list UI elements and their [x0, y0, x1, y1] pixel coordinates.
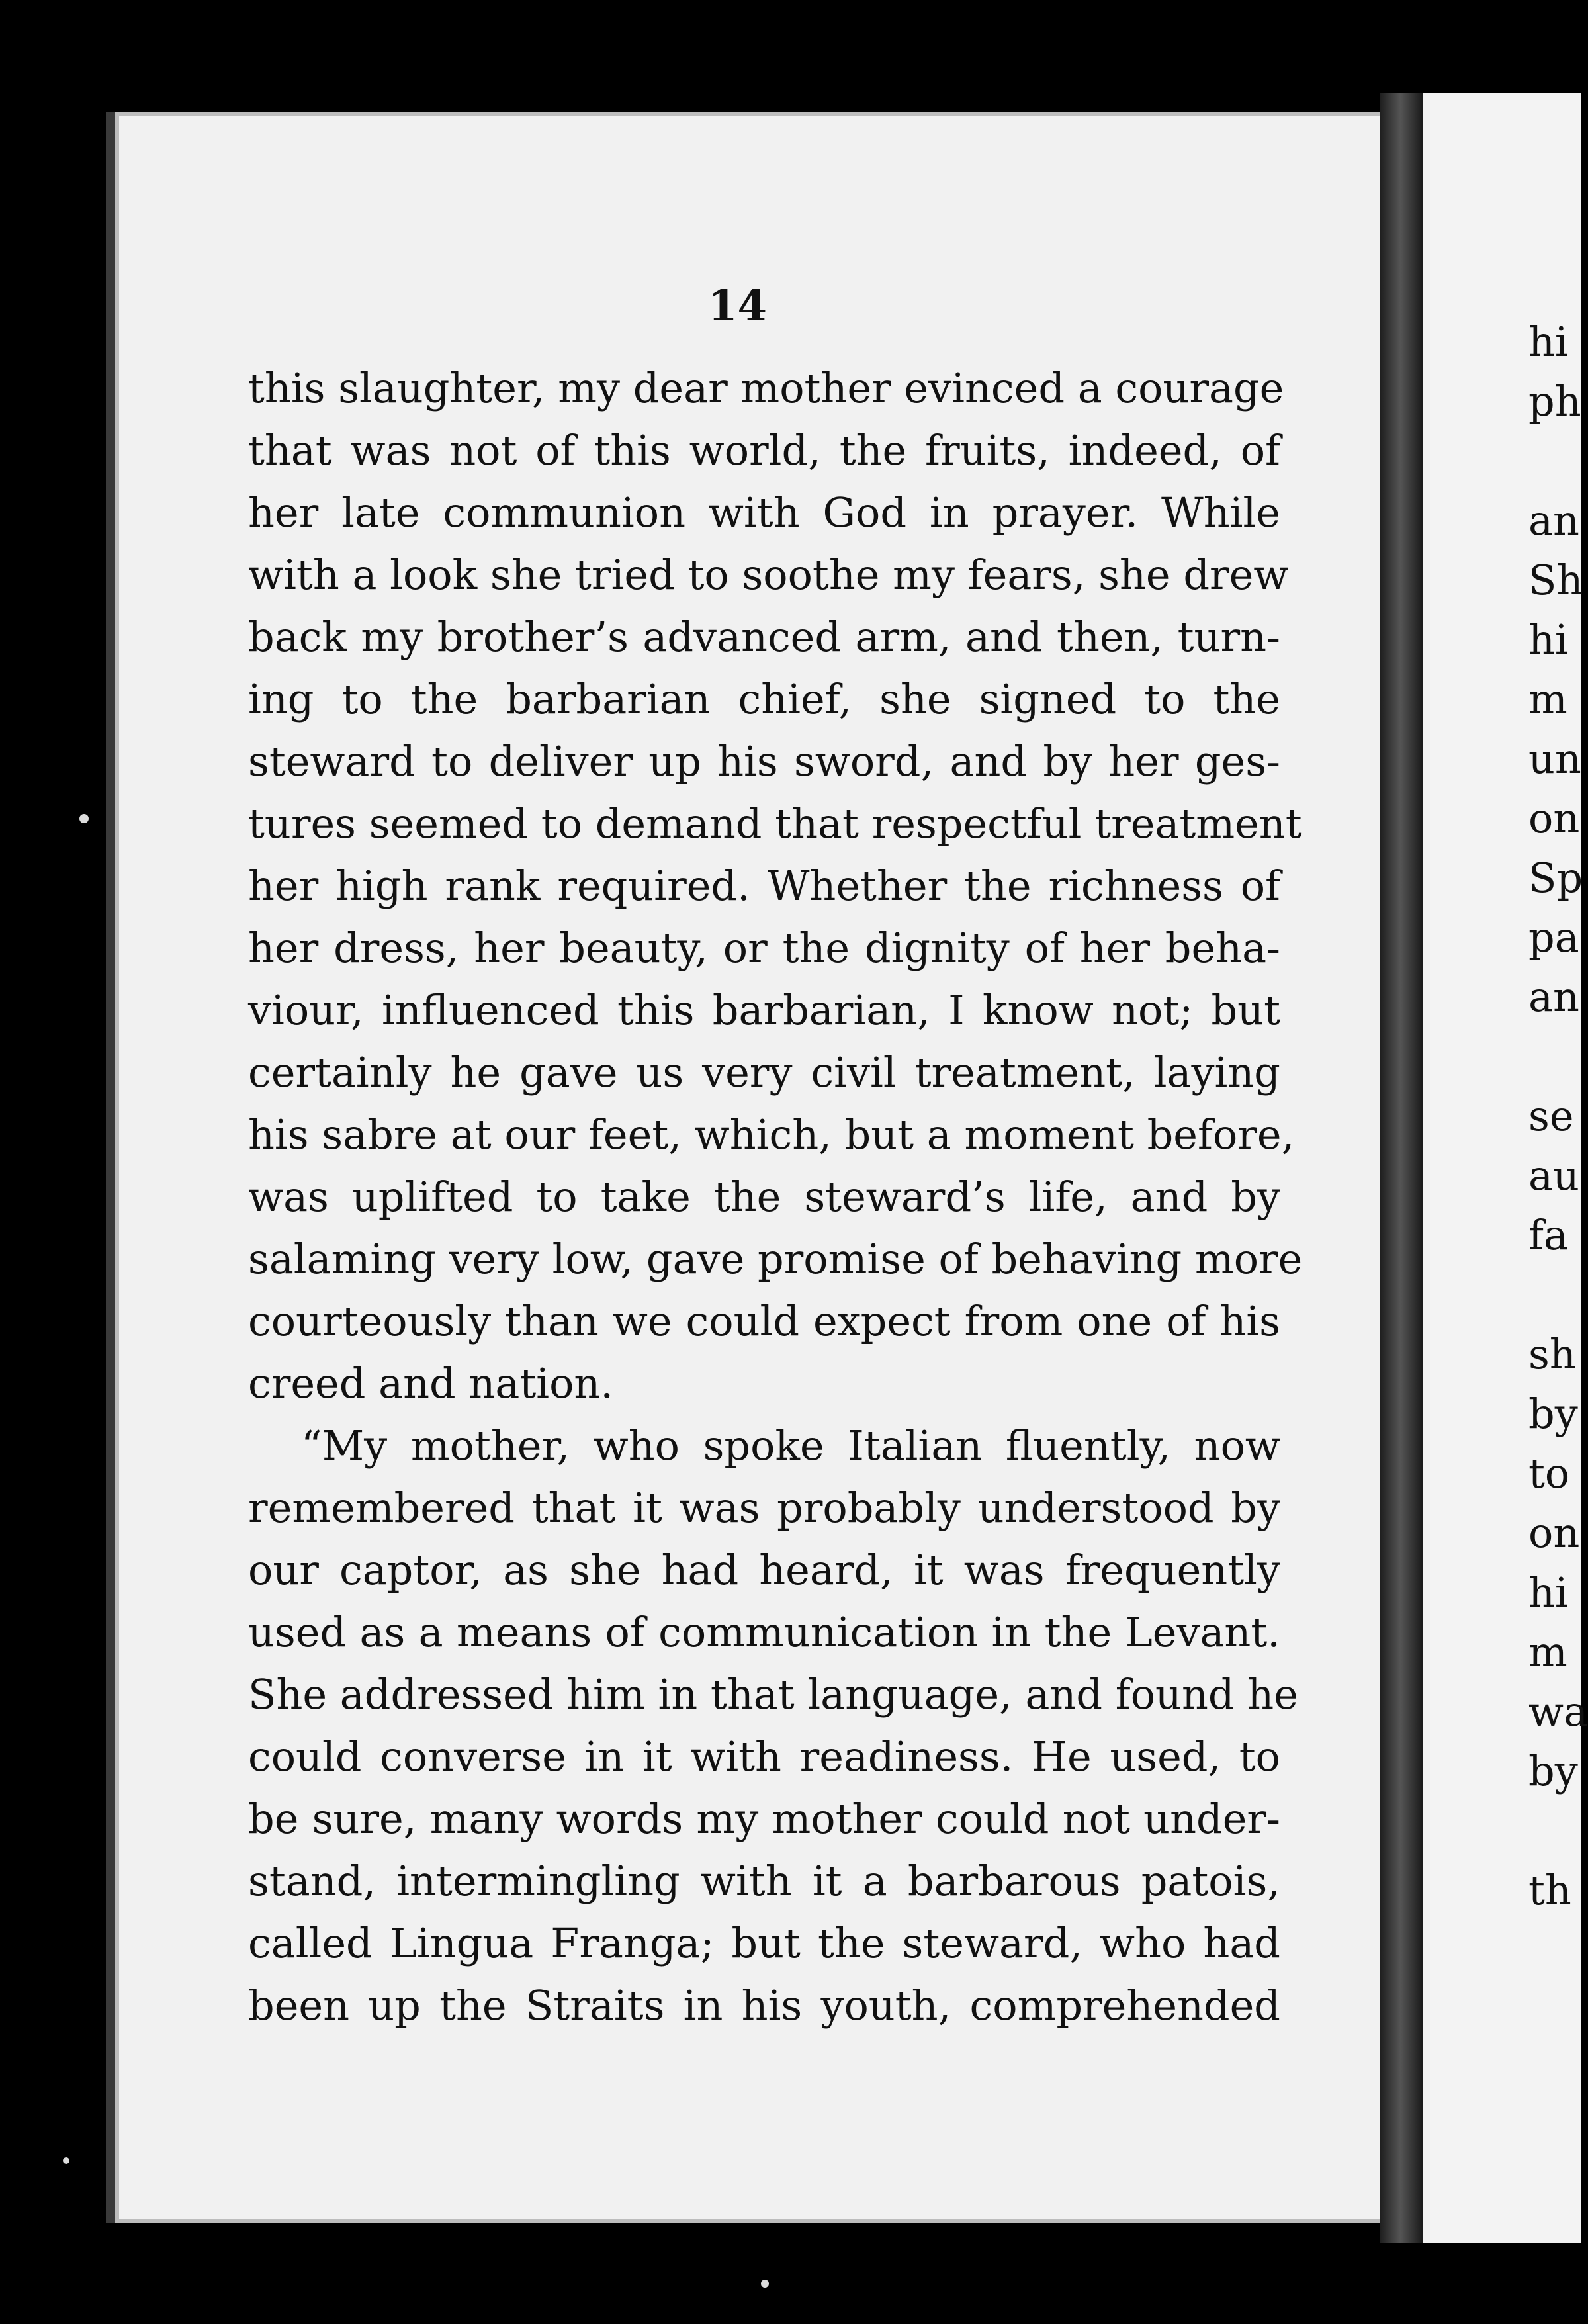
- text-line: ing to the barbarian chief, she signed to the: [248, 675, 1280, 723]
- text-line: this slaughter, my dear mother evinced a courage: [248, 364, 1284, 412]
- facing-text-fragment: hi: [1528, 318, 1568, 366]
- text-line: be sure, many words my mother could not under-: [248, 1795, 1280, 1843]
- book-gutter: [1380, 93, 1426, 2243]
- facing-text-fragment: m: [1528, 1628, 1567, 1676]
- text-line: with a look she tried to soothe my fears, she drew: [248, 551, 1289, 599]
- facing-text-fragment: un: [1528, 735, 1581, 783]
- text-line: She addressed him in that language, and found he: [248, 1670, 1298, 1719]
- text-line: been up the Straits in his youth, comprehended: [248, 1981, 1280, 2030]
- dust-speck: [79, 814, 89, 823]
- facing-text-fragment: Sh: [1528, 556, 1583, 604]
- text-line: viour, influenced this barbarian, I know not; but: [248, 986, 1280, 1034]
- facing-text-fragment: wa: [1528, 1687, 1588, 1736]
- text-line: his sabre at our feet, which, but a moment before,: [248, 1110, 1295, 1159]
- facing-text-fragment: on: [1528, 1509, 1580, 1557]
- facing-text-fragment: to: [1528, 1449, 1570, 1497]
- facing-text-fragment: Sp: [1528, 854, 1583, 902]
- page-number: 14: [708, 281, 768, 331]
- body-text: [248, 357, 1303, 2037]
- facing-text-fragment: an: [1528, 973, 1579, 1021]
- text-line: her high rank required. Whether the richness of: [248, 862, 1280, 910]
- facing-text-fragment: by: [1528, 1390, 1578, 1438]
- facing-text-fragment: on: [1528, 794, 1580, 842]
- text-line: steward to deliver up his sword, and by her ges-: [248, 737, 1280, 785]
- text-line: creed and nation.: [248, 1359, 614, 1408]
- facing-page: [1423, 93, 1588, 2243]
- text-line: could converse in it with readiness. He used, to: [248, 1732, 1280, 1781]
- facing-text-fragment: sh: [1528, 1330, 1576, 1378]
- facing-text-fragment: m: [1528, 675, 1567, 723]
- dust-speck: [761, 2280, 769, 2288]
- text-line: back my brother’s advanced arm, and then, turn-: [248, 613, 1280, 661]
- facing-text-fragment: au: [1528, 1151, 1579, 1200]
- text-line: tures seemed to demand that respectful treatment: [248, 799, 1302, 848]
- facing-text-fragment: fa: [1528, 1211, 1568, 1259]
- text-line: salaming very low, gave promise of behaving more: [248, 1235, 1303, 1283]
- text-line: “My mother, who spoke Italian fluently, now: [301, 1421, 1280, 1470]
- text-line: her dress, her beauty, or the dignity of her beha-: [248, 924, 1280, 972]
- text-line: certainly he gave us very civil treatment, laying: [248, 1048, 1280, 1096]
- text-line: that was not of this world, the fruits, indeed, of: [248, 426, 1280, 474]
- text-line: was uplifted to take the steward’s life, and by: [248, 1173, 1280, 1221]
- text-line: her late communion with God in prayer. While: [248, 488, 1280, 537]
- facing-text-fragment: se: [1528, 1092, 1574, 1140]
- text-line: courteously than we could expect from one of his: [248, 1297, 1280, 1345]
- text-line: used as a means of communication in the Levant.: [248, 1608, 1280, 1656]
- facing-text-fragment: an: [1528, 496, 1579, 545]
- text-line: called Lingua Franga; but the steward, who had: [248, 1919, 1280, 1967]
- facing-text-fragment: hi: [1528, 615, 1568, 664]
- text-line: stand, intermingling with it a barbarous patois,: [248, 1857, 1280, 1905]
- facing-text-fragment: ph: [1528, 377, 1581, 425]
- text-line: remembered that it was probably understood by: [248, 1484, 1280, 1532]
- facing-text-fragment: pa: [1528, 913, 1579, 961]
- facing-text-fragment: th: [1528, 1866, 1571, 1914]
- dust-speck: [63, 2157, 69, 2164]
- text-line: our captor, as she had heard, it was frequently: [248, 1546, 1280, 1594]
- facing-text-fragment: hi: [1528, 1568, 1568, 1617]
- facing-text-fragment: by: [1528, 1747, 1578, 1795]
